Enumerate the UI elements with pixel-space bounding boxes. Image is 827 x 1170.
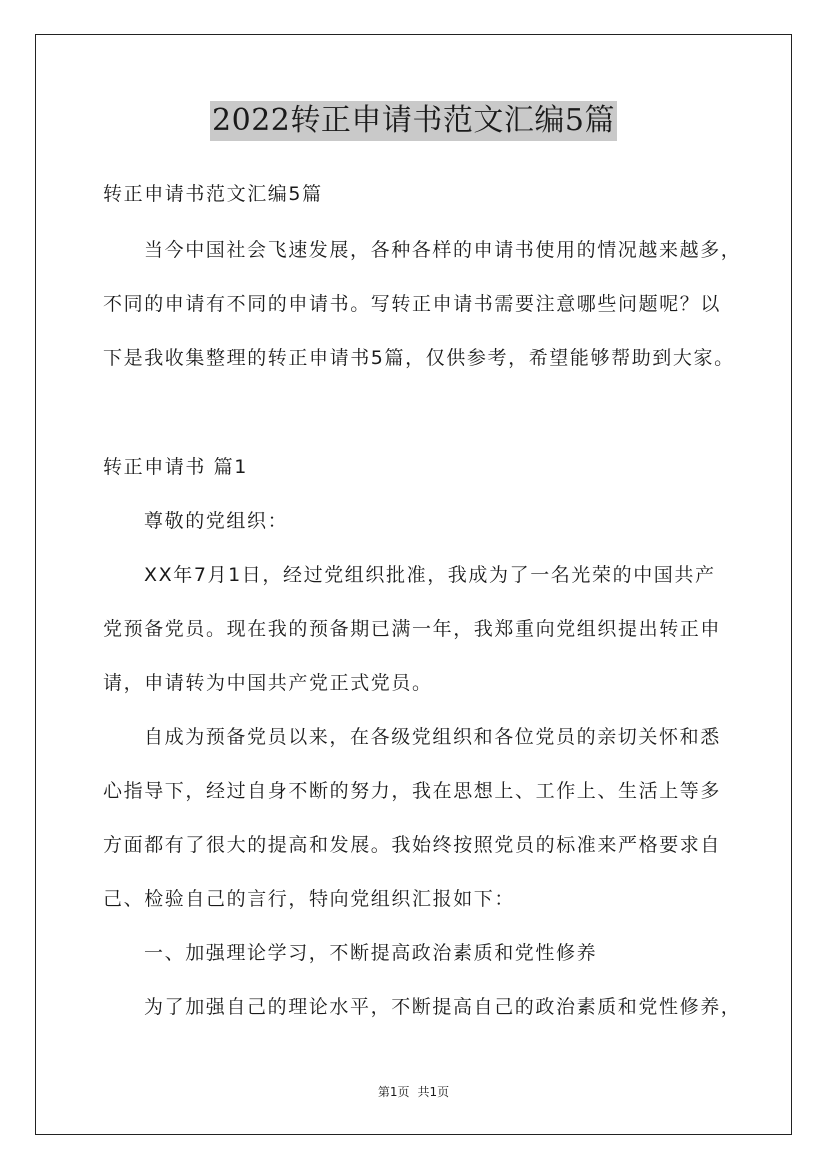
intro-line-1: 当今中国社会飞速发展，各种各样的申请书使用的情况越来越多， bbox=[144, 239, 742, 261]
paragraph1-line-2: 党预备党员。现在我的预备期已满一年，我郑重向党组织提出转正申 bbox=[103, 618, 722, 640]
intro-line-3: 下是我收集整理的转正申请书5篇，仅供参考，希望能够帮助到大家。 bbox=[103, 347, 735, 369]
document-title: 2022转正申请书范文汇编5篇 bbox=[210, 101, 617, 141]
paragraph2-line-2: 心指导下，经过自身不断的努力，我在思想上、工作上、生活上等多 bbox=[103, 780, 722, 802]
page-total: 共1页 bbox=[417, 1085, 450, 1099]
page-footer bbox=[0, 1084, 827, 1100]
subtitle: 转正申请书范文汇编5篇 bbox=[103, 183, 323, 205]
salutation: 尊敬的党组织： bbox=[144, 510, 289, 532]
section-heading: 转正申请书 篇1 bbox=[103, 456, 248, 478]
point1-heading: 一、加强理论学习，不断提高政治素质和党性修养 bbox=[144, 942, 598, 964]
paragraph1-line-1: XX年7月1日，经过党组织批准，我成为了一名光荣的中国共产 bbox=[144, 564, 716, 586]
paragraph2-line-4: 己、检验自己的言行，特向党组织汇报如下： bbox=[103, 888, 516, 910]
paragraph2-line-3: 方面都有了很大的提高和发展。我始终按照党员的标准来严格要求自 bbox=[103, 834, 722, 856]
paragraph1-line-3: 请，申请转为中国共产党正式党员。 bbox=[103, 672, 433, 694]
point1-line-1: 为了加强自己的理论水平，不断提高自己的政治素质和党性修养， bbox=[144, 996, 742, 1018]
title-container bbox=[0, 101, 827, 141]
paragraph2-line-1: 自成为预备党员以来，在各级党组织和各位党员的亲切关怀和悉 bbox=[144, 726, 721, 748]
intro-line-2: 不同的申请有不同的申请书。写转正申请书需要注意哪些问题呢？以 bbox=[103, 293, 722, 315]
page-number: 第1页 bbox=[377, 1085, 410, 1099]
